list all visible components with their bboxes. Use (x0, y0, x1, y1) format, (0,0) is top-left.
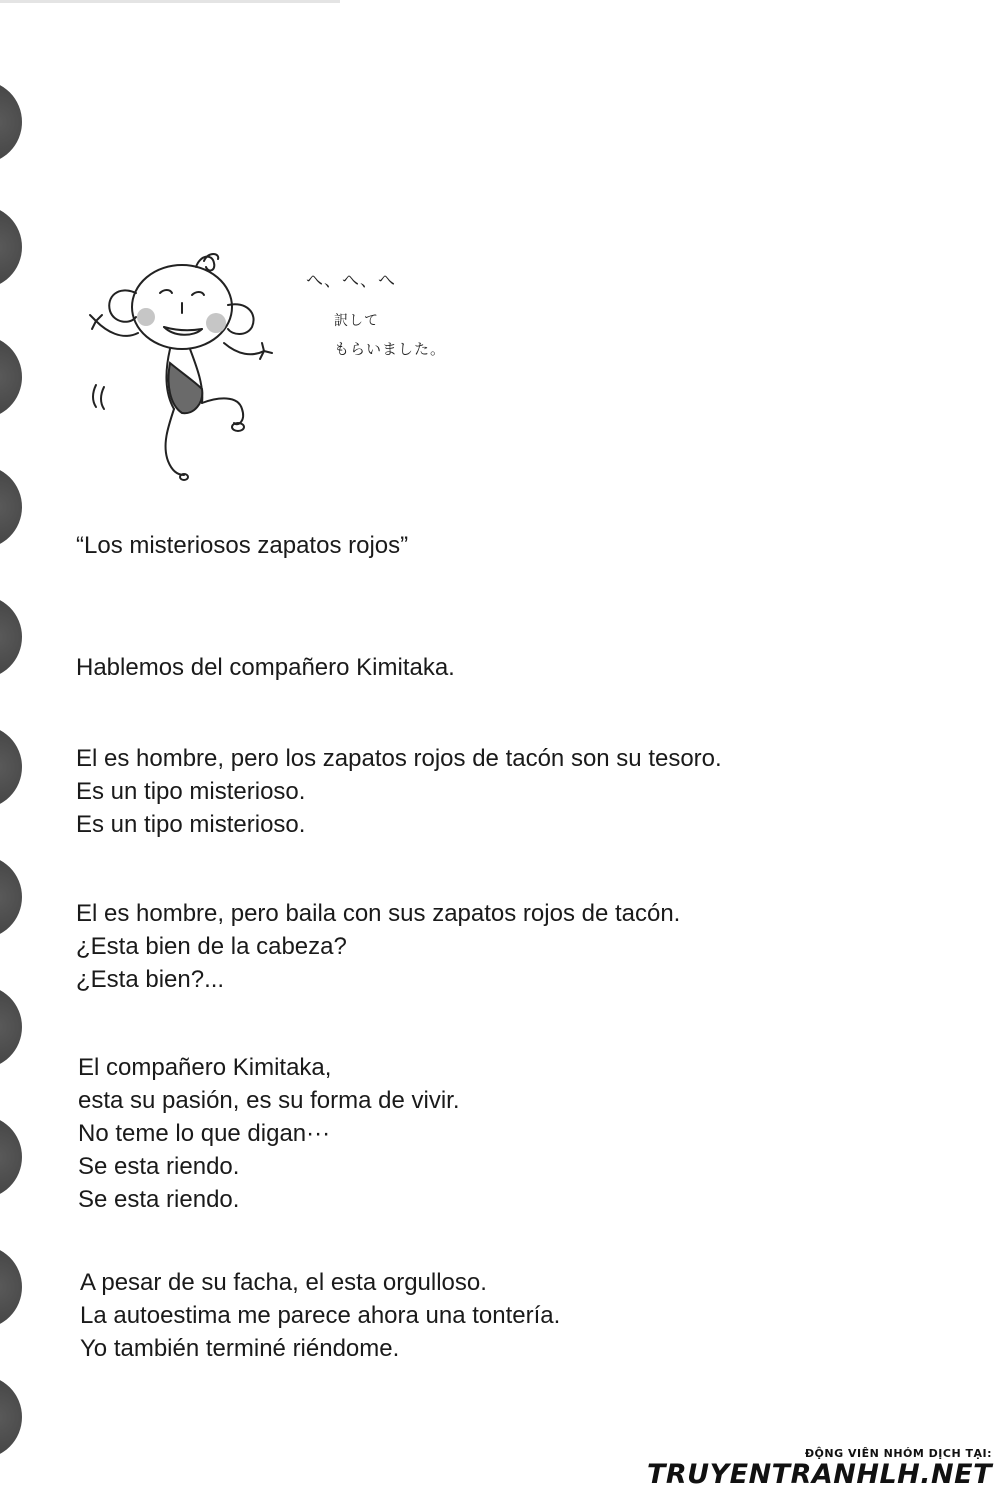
poem-line: Se esta riendo. (78, 1186, 240, 1213)
binding-hole (0, 985, 22, 1069)
binding-hole (0, 205, 22, 289)
binding-hole (0, 1375, 22, 1459)
poem-paragraph (78, 1051, 460, 1216)
poem-line: Es un tipo misterioso. (76, 811, 306, 838)
poem-line: El es hombre, pero los zapatos rojos de tacón son su tesoro. (76, 745, 722, 772)
poem-line: La autoestima me parece ahora una tontería. (80, 1302, 561, 1329)
poem-line: No teme lo que digan··· (78, 1120, 331, 1147)
poem-line: Es un tipo misterioso. (76, 778, 306, 805)
binding-hole (0, 465, 22, 549)
poem-title: “Los misteriosos zapatos rojos” (76, 532, 409, 559)
binding-hole (0, 80, 22, 164)
japanese-note-line-1: 訳して (334, 313, 379, 329)
scanlation-credit (647, 1447, 992, 1490)
poem-paragraph (80, 1266, 560, 1365)
dancing-character-doodle (78, 245, 278, 495)
poem-line: Se esta riendo. (78, 1153, 240, 1180)
poem-line: El es hombre, pero baila con sus zapatos rojos de tacón. (76, 900, 681, 927)
japanese-laugh-text: へ、へ、へ (306, 271, 396, 291)
top-edge-line (0, 0, 340, 3)
credit-site-link[interactable]: TRUYENTRANHLH.NET (646, 1459, 992, 1490)
poem-line: esta su pasión, es su forma de vivir. (78, 1087, 460, 1114)
binding-hole (0, 1115, 22, 1199)
poem-line: Yo también terminé riéndome. (80, 1335, 400, 1362)
poem-line: Hablemos del compañero Kimitaka. (76, 654, 455, 681)
credit-caption: ĐỘNG VIÊN NHÓM DỊCH TẠI: (804, 1447, 992, 1460)
poem-paragraph (76, 742, 722, 841)
japanese-note-line-2: もらいました。 (334, 340, 447, 358)
binding-hole (0, 725, 22, 809)
poem-paragraph (76, 897, 680, 996)
binding-hole (0, 335, 22, 419)
poem-line: ¿Esta bien de la cabeza? (76, 933, 347, 960)
poem-paragraph (76, 651, 455, 684)
poem-line: ¿Esta bien?... (76, 966, 225, 993)
binding-hole (0, 1245, 22, 1329)
binding-hole (0, 855, 22, 939)
poem-line: El compañero Kimitaka, (78, 1054, 332, 1081)
binding-hole (0, 595, 22, 679)
poem-line: A pesar de su facha, el esta orgulloso. (80, 1269, 487, 1296)
